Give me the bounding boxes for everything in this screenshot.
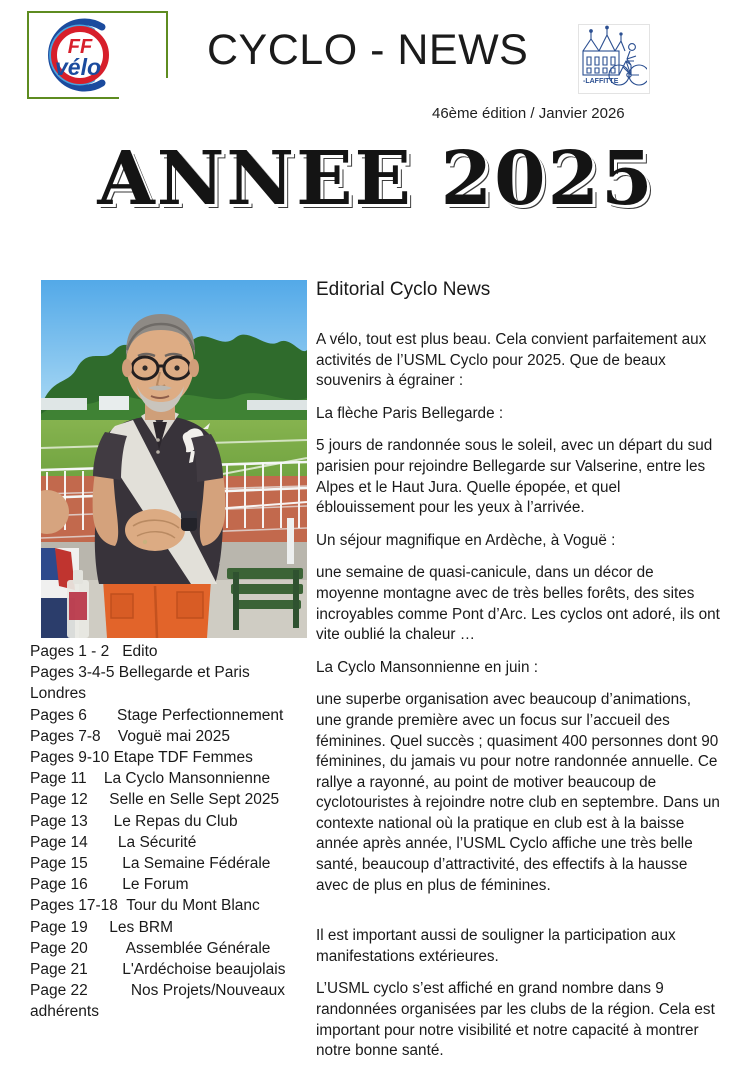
- toc-entry[interactable]: [30, 874, 310, 895]
- toc-pages: Page 20: [30, 939, 88, 957]
- toc-pages: Pages 1 - 2: [30, 643, 110, 660]
- toc-label: Edito: [122, 643, 158, 660]
- toc-label: Le Repas du Club: [113, 812, 238, 830]
- toc-entry[interactable]: [30, 980, 310, 1022]
- toc-pages: Page 15: [30, 855, 88, 873]
- editorial-heading: Editorial Cyclo News: [316, 279, 491, 300]
- toc-pages: Page 13: [30, 812, 88, 830]
- toc-entry[interactable]: [30, 959, 310, 980]
- toc-entry[interactable]: [30, 641, 310, 662]
- editorial-paragraph: une superbe organisation avec beaucoup d’animations, une grande première avec un focus sur l’accueil des féminines. Quel succès ; quasiment 400 personnes dont 90 féminines, du jamais vu pour notre randonnée annuelle. Ce rallye a rayonné, au point de motiver beaucoup de cyclotouristes à rejoindre notre club en septembre. Dans un contexte national où la pratique en club est à la baisse année après année, l’USML Cyclo affiche une très belle santé, beaucoup d’attractivité, des effectifs à la hausse avec de plus en plus de féminines.: [316, 691, 720, 894]
- editorial-photo: [41, 280, 307, 638]
- toc-label: Bellegarde et Paris Londres: [30, 664, 250, 703]
- toc-pages: Pages 3-4-5: [30, 664, 115, 682]
- toc-entry[interactable]: [30, 832, 310, 853]
- toc-label: Selle en Selle Sept 2025: [109, 791, 280, 809]
- toc-entry[interactable]: [30, 895, 310, 916]
- toc-pages: Page 11: [30, 770, 87, 788]
- editorial-subheading: La flèche Paris Bellegarde :: [316, 404, 504, 422]
- svg-text:vélo: vélo: [54, 54, 102, 80]
- toc-entry[interactable]: [30, 768, 310, 789]
- toc-pages: Page 22: [30, 982, 88, 1000]
- club-logo-caption: -LAFFITTE: [583, 78, 619, 85]
- toc-pages: Pages 17-18: [30, 897, 118, 915]
- editorial-subheading: La Cyclo Mansonnienne en juin :: [316, 658, 538, 676]
- toc-label: La Semaine Fédérale: [122, 855, 271, 873]
- toc-entry[interactable]: [30, 917, 310, 938]
- toc-pages: Pages 6: [30, 706, 87, 724]
- editorial-paragraph: L’USML cyclo s’est affiché en grand nombre dans 9 randonnées organisées par les clubs de la région. Cela est important pour notre visibilité et notre capacité à montrer notre bonne santé.: [316, 980, 715, 1060]
- logo-frame-gap-bottom: [119, 96, 171, 102]
- toc-entry[interactable]: [30, 662, 310, 704]
- toc-entry[interactable]: [30, 726, 310, 747]
- editorial-paragraph: 5 jours de randonnée sous le soleil, avec un départ du sud parisien pour rejoindre Bellegarde sur Valserine, entre les Alpes et le Haut Jura. Quelle épopée, et quel éblouissement pour les yeux à l’arrivée.: [316, 437, 713, 517]
- toc-entry[interactable]: [30, 789, 310, 810]
- toc-label: Le Forum: [122, 876, 189, 894]
- toc-pages: Pages 7-8: [30, 727, 101, 745]
- year-headline: ANNEE 2025: [97, 136, 655, 222]
- editorial-paragraph: Il est important aussi de souligner la participation aux manifestations extérieures.: [316, 927, 676, 965]
- toc-label: La Sécurité: [117, 833, 197, 851]
- toc-pages: Page 14: [30, 833, 88, 851]
- toc-entry[interactable]: [30, 853, 310, 874]
- toc-entry[interactable]: [30, 938, 310, 959]
- svg-text:FF: FF: [67, 36, 93, 58]
- editorial-subheading: Un séjour magnifique en Ardèche, à Voguë :: [316, 531, 616, 549]
- toc-entry[interactable]: [30, 705, 310, 726]
- toc-pages: Page 12: [30, 791, 88, 809]
- toc-pages: Page 21: [30, 961, 88, 979]
- page-header: [0, 0, 752, 135]
- toc-entry[interactable]: [30, 811, 310, 832]
- editorial-paragraph: A vélo, tout est plus beau. Cela convient parfaitement aux activités de l’USML Cyclo pour 2025. Que de beaux souvenirs à égrainer :: [316, 331, 707, 390]
- toc-label: Tour du Mont Blanc: [126, 897, 260, 915]
- toc-pages: Page 19: [30, 918, 88, 936]
- editorial-column: [316, 278, 720, 1074]
- toc-label: La Cyclo Mansonnienne: [103, 770, 271, 788]
- toc-label: Stage Perfectionnement: [117, 706, 284, 724]
- toc-label: Les BRM: [109, 918, 174, 936]
- toc-label: L'Ardéchoise beaujolais: [122, 961, 286, 979]
- toc-label: Nos Projets/Nouveaux adhérents: [30, 982, 286, 1021]
- toc-label: Etape TDF Femmes: [113, 749, 253, 767]
- toc-pages: Page 16: [30, 876, 88, 894]
- toc-pages: Pages 9-10: [30, 749, 110, 767]
- edition-line: 46ème édition / Janvier 2026: [432, 105, 625, 122]
- toc-entry[interactable]: [30, 747, 310, 768]
- newsletter-title: CYCLO - NEWS: [207, 26, 529, 74]
- table-of-contents: [30, 641, 310, 1023]
- toc-label: Assemblée Générale: [125, 939, 271, 957]
- toc-label: Voguë mai 2025: [117, 727, 230, 745]
- editorial-paragraph: une semaine de quasi-canicule, dans un décor de moyenne montagne avec de très belles forêts, des sites incroyables comme Pont d’Arc. Les cyclos ont adoré, ils ont vite oublié la chaleur …: [316, 564, 720, 644]
- ffvelo-logo: [32, 15, 122, 95]
- club-logo: [578, 24, 650, 94]
